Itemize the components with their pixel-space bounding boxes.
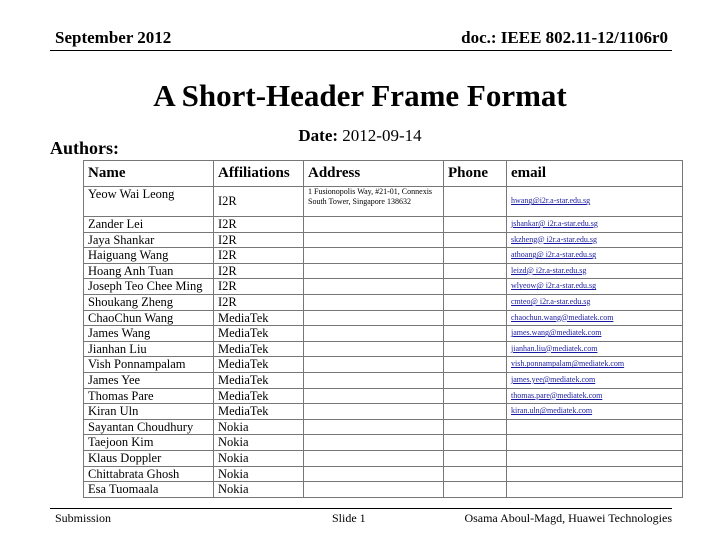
table-row	[84, 326, 683, 342]
author-name: James Yee	[84, 372, 214, 388]
author-email[interactable]	[507, 294, 683, 310]
author-phone	[444, 263, 507, 279]
author-email[interactable]	[507, 372, 683, 388]
author-affiliation: I2R	[214, 217, 304, 233]
table-row	[84, 187, 683, 217]
author-name: Esa Tuomaala	[84, 482, 214, 498]
author-name: Yeow Wai Leong	[84, 187, 214, 217]
email-link[interactable]: leizd@ i2r.a-star.edu.sg	[511, 265, 587, 275]
author-email[interactable]	[507, 263, 683, 279]
author-address	[304, 326, 444, 342]
date-label: Date:	[298, 126, 339, 145]
author-phone	[444, 372, 507, 388]
author-phone	[444, 466, 507, 482]
author-affiliation: I2R	[214, 232, 304, 248]
author-email	[507, 466, 683, 482]
author-phone	[444, 187, 507, 217]
author-email	[507, 435, 683, 451]
email-link[interactable]: jianhan.liu@mediatek.com	[511, 343, 598, 353]
email-link[interactable]: james.yee@mediatek.com	[511, 374, 596, 384]
column-header: Affiliations	[214, 161, 304, 187]
author-email[interactable]	[507, 357, 683, 373]
table-row	[84, 450, 683, 466]
author-affiliation: I2R	[214, 187, 304, 217]
authors-table	[83, 160, 683, 498]
table-row	[84, 217, 683, 233]
email-link[interactable]: athoang@ i2r.a-star.edu.sg	[511, 250, 597, 260]
author-name: Chittabrata Ghosh	[84, 466, 214, 482]
author-name: Thomas Pare	[84, 388, 214, 404]
author-name: Hoang Anh Tuan	[84, 263, 214, 279]
author-phone	[444, 482, 507, 498]
author-affiliation: I2R	[214, 279, 304, 295]
column-header: email	[507, 161, 683, 187]
header-rule	[50, 50, 672, 51]
author-affiliation: I2R	[214, 263, 304, 279]
email-link[interactable]: chaochun.wang@mediatek.com	[511, 312, 614, 322]
authors-label: Authors:	[50, 138, 120, 158]
email-link[interactable]: kiran.uln@mediatek.com	[511, 406, 593, 416]
email-link[interactable]: cmteo@ i2r.a-star.edu.sg	[511, 296, 591, 306]
author-address	[304, 404, 444, 420]
author-name: Haiguang Wang	[84, 248, 214, 264]
table-row	[84, 294, 683, 310]
email-link[interactable]: hwang@i2r.a-star.edu.sg	[511, 196, 591, 206]
author-name: Joseph Teo Chee Ming	[84, 279, 214, 295]
author-phone	[444, 279, 507, 295]
author-phone	[444, 326, 507, 342]
author-address	[304, 466, 444, 482]
author-email[interactable]	[507, 310, 683, 326]
table-row	[84, 419, 683, 435]
table-row	[84, 482, 683, 498]
table-row	[84, 232, 683, 248]
author-address: 1 Fusionopolis Way, #21-01, Connexis South Tower, Singapore 138632	[304, 187, 444, 217]
author-email[interactable]	[507, 326, 683, 342]
author-phone	[444, 341, 507, 357]
author-email[interactable]	[507, 279, 683, 295]
table-row	[84, 372, 683, 388]
author-name: Shoukang Zheng	[84, 294, 214, 310]
author-email[interactable]	[507, 341, 683, 357]
author-name: Kiran Uln	[84, 404, 214, 420]
author-name: Jianhan Liu	[84, 341, 214, 357]
email-link[interactable]: skzheng@ i2r.a-star.edu.sg	[511, 234, 598, 244]
author-affiliation: MediaTek	[214, 310, 304, 326]
author-affiliation: Nokia	[214, 435, 304, 451]
column-header: Name	[84, 161, 214, 187]
author-phone	[444, 217, 507, 233]
author-email[interactable]	[507, 388, 683, 404]
table-row	[84, 466, 683, 482]
footer-submission: Submission	[55, 511, 112, 525]
author-affiliation: MediaTek	[214, 341, 304, 357]
email-link[interactable]: thomas.pare@mediatek.com	[511, 390, 603, 400]
author-name: ChaoChun Wang	[84, 310, 214, 326]
author-email	[507, 482, 683, 498]
author-affiliation: Nokia	[214, 419, 304, 435]
footer-rule	[50, 508, 672, 509]
author-address	[304, 248, 444, 264]
author-phone	[444, 310, 507, 326]
author-affiliation: Nokia	[214, 466, 304, 482]
author-email	[507, 450, 683, 466]
author-affiliation: Nokia	[214, 450, 304, 466]
author-phone	[444, 404, 507, 420]
table-row	[84, 357, 683, 373]
author-name: James Wang	[84, 326, 214, 342]
author-affiliation: MediaTek	[214, 372, 304, 388]
author-affiliation: MediaTek	[214, 404, 304, 420]
table-row	[84, 263, 683, 279]
author-address	[304, 294, 444, 310]
author-phone	[444, 450, 507, 466]
table-row	[84, 388, 683, 404]
author-name: Vish Ponnampalam	[84, 357, 214, 373]
footer-author: Osama Aboul-Magd, Huawei Technologies	[464, 511, 672, 525]
table-row	[84, 279, 683, 295]
table-header	[84, 161, 683, 187]
author-address	[304, 310, 444, 326]
email-link[interactable]: jshankar@ i2r.a-star.edu.sg	[511, 219, 598, 228]
author-address	[304, 232, 444, 248]
email-link[interactable]: vish.ponnampalam@mediatek.com	[511, 359, 625, 369]
author-phone	[444, 248, 507, 264]
author-phone	[444, 419, 507, 435]
email-link[interactable]: wlyeow@ i2r.a-star.edu.sg	[511, 281, 597, 291]
author-phone	[444, 294, 507, 310]
column-header: Phone	[444, 161, 507, 187]
author-name: Sayantan Choudhury	[84, 419, 214, 435]
author-affiliation: MediaTek	[214, 326, 304, 342]
author-phone	[444, 388, 507, 404]
author-affiliation: MediaTek	[214, 388, 304, 404]
author-affiliation: I2R	[214, 248, 304, 264]
header-doc-id: doc.: IEEE 802.11-12/1106r0	[461, 28, 668, 47]
footer-slide-number: Slide 1	[332, 511, 366, 525]
author-affiliation: Nokia	[214, 482, 304, 498]
author-name: Jaya Shankar	[84, 232, 214, 248]
author-phone	[444, 232, 507, 248]
author-email[interactable]	[507, 187, 683, 217]
author-address	[304, 419, 444, 435]
author-affiliation: MediaTek	[214, 357, 304, 373]
author-address	[304, 263, 444, 279]
author-email	[507, 419, 683, 435]
table-row	[84, 435, 683, 451]
author-address	[304, 372, 444, 388]
author-address	[304, 341, 444, 357]
table-row	[84, 310, 683, 326]
author-address	[304, 388, 444, 404]
author-name: Klaus Doppler	[84, 450, 214, 466]
table-row	[84, 404, 683, 420]
slide-title: A Short-Header Frame Format	[153, 78, 567, 113]
author-name: Zander Lei	[84, 217, 214, 233]
table-row	[84, 248, 683, 264]
author-email[interactable]	[507, 248, 683, 264]
author-address	[304, 450, 444, 466]
author-address	[304, 279, 444, 295]
email-link[interactable]: james.wang@mediatek.com	[511, 328, 602, 338]
author-phone	[444, 435, 507, 451]
author-address	[304, 482, 444, 498]
author-email[interactable]	[507, 404, 683, 420]
author-address	[304, 357, 444, 373]
author-affiliation: I2R	[214, 294, 304, 310]
author-email[interactable]	[507, 217, 683, 233]
table-row	[84, 341, 683, 357]
header-date: September 2012	[55, 28, 172, 47]
author-email[interactable]	[507, 232, 683, 248]
column-header: Address	[304, 161, 444, 187]
author-address	[304, 217, 444, 233]
author-phone	[444, 357, 507, 373]
date-value: 2012-09-14	[342, 126, 422, 145]
author-name: Taejoon Kim	[84, 435, 214, 451]
author-address	[304, 435, 444, 451]
